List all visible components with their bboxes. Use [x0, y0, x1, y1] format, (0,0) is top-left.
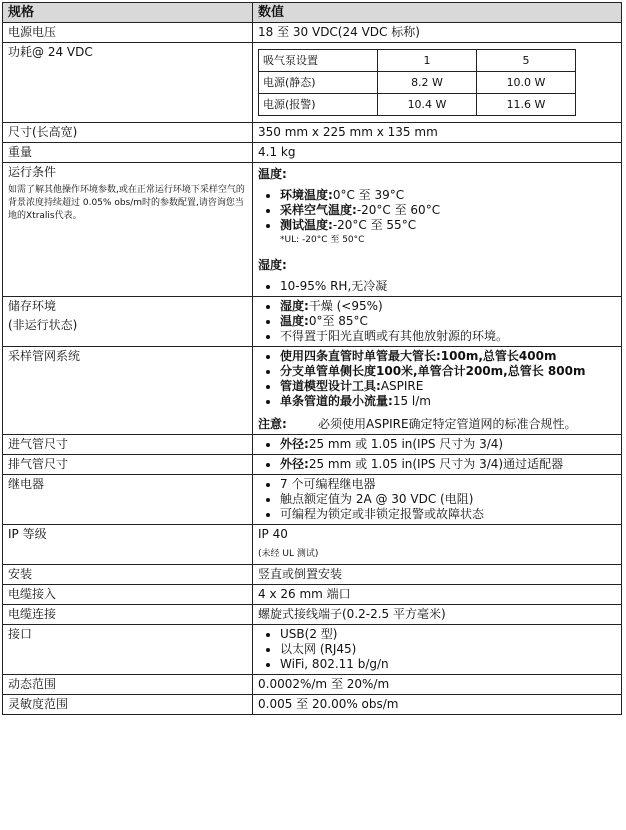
ul-note: *UL: -20°C 至 50°C — [280, 235, 365, 245]
label-install: 安装 — [3, 565, 253, 585]
value-cable-entry: 4 x 26 mm 端口 — [253, 585, 622, 605]
list-item: • 触点额定值为 2A @ 30 VDC (电阻) — [280, 492, 616, 507]
humidity-title: 湿度: — [258, 258, 287, 272]
power-quiescent-label: 电源(静态) — [259, 72, 378, 94]
label-storage: 储存环境 — [8, 299, 57, 313]
notice-text: 必须使用ASPIRE确定特定管道网的标准合规性。 — [318, 417, 577, 431]
list-item: • 温度:0°至 85°C — [280, 314, 616, 329]
value-dynamic: 0.0002%/m 至 20%/m — [253, 675, 622, 695]
header-spec: 规格 — [3, 3, 253, 23]
list-item: • 单条管道的最小流量:15 l/m — [280, 394, 616, 409]
power-head-5: 5 — [477, 50, 576, 72]
list-item: • 管道模型设计工具:ASPIRE — [280, 379, 616, 394]
pipe-list — [258, 349, 616, 409]
row-inlet — [3, 435, 622, 455]
row-dynamic — [3, 675, 622, 695]
list-item: • 10-95% RH,无冷凝 — [280, 279, 616, 294]
value-ip — [253, 525, 622, 565]
list-item: • 外径:25 mm 或 1.05 in(IPS 尺寸为 3/4) — [280, 437, 616, 452]
list-item: • 不得置于阳光直晒或有其他放射源的环境。 — [280, 329, 616, 344]
power-quiescent-1: 8.2 W — [378, 72, 477, 94]
list-item: • 湿度:干燥 (<95%) — [280, 299, 616, 314]
power-alarm-1: 10.4 W — [378, 94, 477, 116]
row-size — [3, 123, 622, 143]
row-operating — [3, 163, 622, 297]
value-cable-term: 螺旋式接线端子(0.2-2.5 平方毫米) — [253, 605, 622, 625]
label-sensitivity: 灵敏度范围 — [3, 695, 253, 715]
notice-label: 注意: — [258, 417, 287, 431]
label-voltage: 电源电压 — [3, 23, 253, 43]
relay-list — [258, 477, 616, 522]
label-dynamic: 动态范围 — [3, 675, 253, 695]
row-weight — [3, 143, 622, 163]
row-power — [3, 43, 622, 123]
temp-list — [258, 188, 616, 248]
storage-list — [258, 299, 616, 344]
label-pipe: 采样管网系统 — [3, 347, 253, 435]
header-row — [3, 3, 622, 23]
ip-sub: (未经 UL 测试) — [258, 549, 319, 559]
list-item: • 7 个可编程继电器 — [280, 477, 616, 492]
row-voltage — [3, 23, 622, 43]
value-power — [253, 43, 622, 123]
row-cable-term — [3, 605, 622, 625]
row-sensitivity — [3, 695, 622, 715]
list-item: • 使用四条直管时单管最大管长:100m,总管长400m — [280, 349, 616, 364]
list-item: • WiFi, 802.11 b/g/n — [280, 657, 616, 672]
ip-value: IP 40 — [258, 527, 288, 541]
row-relay — [3, 475, 622, 525]
label-relay: 继电器 — [3, 475, 253, 525]
row-cable-entry — [3, 585, 622, 605]
value-operating — [253, 163, 622, 297]
humidity-list — [258, 279, 616, 294]
interface-list — [258, 627, 616, 672]
storage-sub: (非运行状态) — [8, 318, 78, 332]
power-head-1: 1 — [378, 50, 477, 72]
list-item: • 环境温度:0°C 至 39°C — [280, 188, 616, 203]
label-interface: 接口 — [3, 625, 253, 675]
row-pipe — [3, 347, 622, 435]
list-item: • 外径:25 mm 或 1.05 in(IPS 尺寸为 3/4)通过适配器 — [280, 457, 616, 472]
value-interface — [253, 625, 622, 675]
row-exhaust — [3, 455, 622, 475]
value-install: 竖直或倒置安装 — [253, 565, 622, 585]
header-value: 数值 — [253, 3, 622, 23]
power-quiescent-5: 10.0 W — [477, 72, 576, 94]
power-alarm-5: 11.6 W — [477, 94, 576, 116]
row-interface — [3, 625, 622, 675]
label-inlet: 进气管尺寸 — [3, 435, 253, 455]
value-relay — [253, 475, 622, 525]
label-cable-term: 电缆连接 — [3, 605, 253, 625]
label-weight: 重量 — [3, 143, 253, 163]
value-voltage: 18 至 30 VDC(24 VDC 标称) — [253, 23, 622, 43]
value-pipe — [253, 347, 622, 435]
list-item: • 可编程为锁定或非锁定报警或故障状态 — [280, 507, 616, 522]
spec-table — [2, 2, 622, 715]
value-size: 350 mm x 225 mm x 135 mm — [253, 123, 622, 143]
value-exhaust — [253, 455, 622, 475]
list-item: • 分支单管单侧长度100米,单管合计200m,总管长 800m — [280, 364, 616, 379]
power-alarm-label: 电源(报警) — [259, 94, 378, 116]
label-size: 尺寸(长高宽) — [3, 123, 253, 143]
operating-note: 如需了解其他操作环境参数,或在正常运行环境下采样空气的背景浓度持续超过 0.05% obs/m时的参数配置,请咨询您当地的Xtralis代表。 — [8, 185, 245, 221]
list-item: • 采样空气温度:-20°C 至 60°C — [280, 203, 616, 218]
label-ip: IP 等级 — [3, 525, 253, 565]
row-storage — [3, 297, 622, 347]
list-item: • 以太网 (RJ45) — [280, 642, 616, 657]
label-operating: 运行条件 — [8, 165, 57, 179]
value-storage — [253, 297, 622, 347]
list-item: • USB(2 型) — [280, 627, 616, 642]
list-item: • 测试温度:-20°C 至 55°C *UL: -20°C 至 50°C — [280, 218, 616, 248]
label-exhaust: 排气管尺寸 — [3, 455, 253, 475]
value-inlet — [253, 435, 622, 455]
power-head-setting: 吸气泵设置 — [259, 50, 378, 72]
row-ip — [3, 525, 622, 565]
label-cable-entry: 电缆接入 — [3, 585, 253, 605]
value-weight: 4.1 kg — [253, 143, 622, 163]
value-sensitivity: 0.005 至 20.00% obs/m — [253, 695, 622, 715]
pipe-notice — [258, 417, 616, 432]
label-power: 功耗@ 24 VDC — [3, 43, 253, 123]
power-subtable — [258, 49, 576, 116]
row-install — [3, 565, 622, 585]
temp-title: 温度: — [258, 167, 287, 181]
